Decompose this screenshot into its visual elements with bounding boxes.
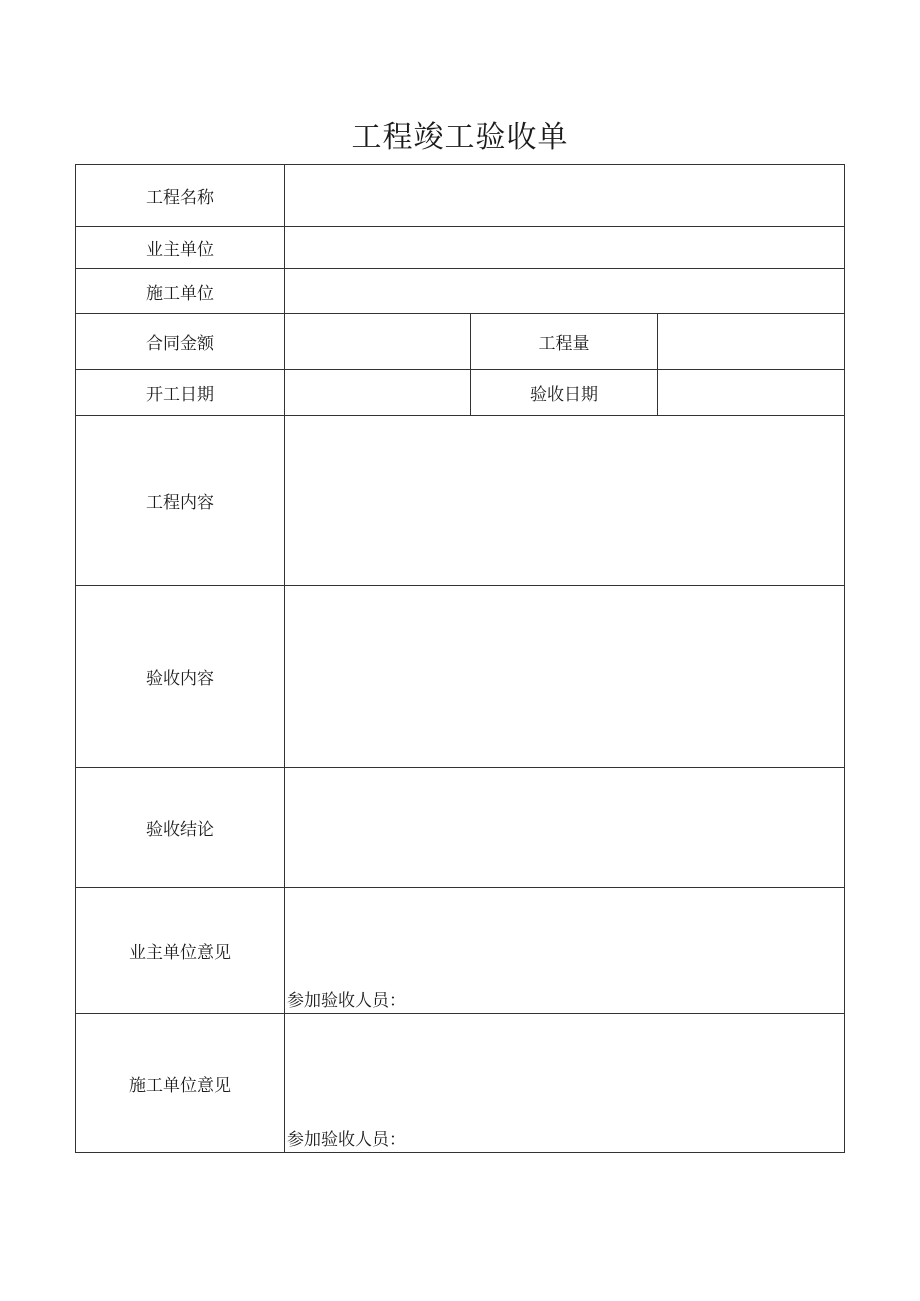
contract-amount-label: 合同金额 [76, 314, 285, 370]
contract-amount-field[interactable] [285, 314, 471, 370]
row-contract-amount [76, 314, 845, 370]
project-content-field[interactable] [285, 416, 845, 586]
owner-signers-label: 参加验收人员： [287, 991, 406, 1011]
acceptance-conclusion-field[interactable] [285, 768, 845, 888]
row-project-content [76, 416, 845, 586]
acceptance-conclusion-label: 验收结论 [76, 768, 285, 888]
document-title: 工程竣工验收单 [351, 120, 569, 155]
quantity-field[interactable] [658, 314, 845, 370]
acceptance-date-field[interactable] [658, 370, 845, 416]
project-name-label: 工程名称 [76, 165, 285, 227]
owner-unit-label: 业主单位 [76, 227, 285, 269]
project-content-label: 工程内容 [76, 416, 285, 586]
start-date-field[interactable] [285, 370, 471, 416]
row-owner-unit [76, 227, 845, 269]
row-acceptance-content [76, 586, 845, 768]
construction-opinion-field[interactable] [285, 1014, 845, 1153]
owner-opinion-field[interactable] [285, 888, 845, 1014]
acceptance-content-label: 验收内容 [76, 586, 285, 768]
construction-signers-label: 参加验收人员： [287, 1130, 406, 1150]
start-date-label: 开工日期 [76, 370, 285, 416]
acceptance-content-field[interactable] [285, 586, 845, 768]
row-construction-opinion [76, 1014, 845, 1153]
row-acceptance-conclusion [76, 768, 845, 888]
row-project-name [76, 165, 845, 227]
project-name-field[interactable] [285, 165, 845, 227]
acceptance-form-table [75, 164, 845, 1153]
row-dates [76, 370, 845, 416]
acceptance-date-label: 验收日期 [471, 370, 658, 416]
owner-opinion-label: 业主单位意见 [76, 888, 285, 1014]
construction-unit-label: 施工单位 [76, 269, 285, 314]
construction-opinion-label: 施工单位意见 [76, 1014, 285, 1153]
row-owner-opinion [76, 888, 845, 1014]
owner-unit-field[interactable] [285, 227, 845, 269]
row-construction-unit [76, 269, 845, 314]
quantity-label: 工程量 [471, 314, 658, 370]
construction-unit-field[interactable] [285, 269, 845, 314]
